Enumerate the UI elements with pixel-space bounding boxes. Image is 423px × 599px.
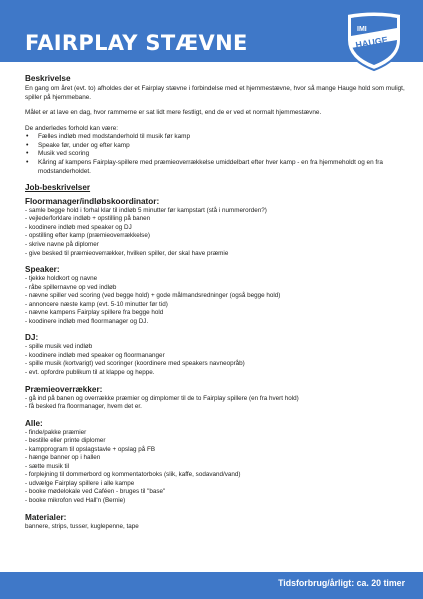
list-item: - booke mødelokale ved Caféen - bruges til "base" bbox=[25, 488, 166, 496]
list-item: • Kåring af kampens Fairplay-spillere med præmieoverrækkelse umiddelbart efter hver kamp - en fra hjemmeholdt og en fra modstanderholdet. bbox=[25, 159, 405, 177]
footer-bar bbox=[0, 572, 423, 599]
list-item: - finde/pakke præmier bbox=[25, 428, 87, 436]
description-heading: Beskrivelse bbox=[25, 74, 71, 83]
list-item: - vejlede/forklare indløb + opstilling på banen bbox=[25, 215, 151, 223]
page-title: FAIRPLAY STÆVNE bbox=[25, 31, 248, 55]
list-item: - annoncere næste kamp (evt. 5-10 minutter før tid) bbox=[25, 300, 168, 308]
list-item: - få besked fra floormanager, hvem det er. bbox=[25, 403, 142, 411]
list-item: - nævne spiller ved scoring (ved begge hold) + gode målmandsredninger (også begge hold) bbox=[25, 292, 281, 300]
shield-logo-icon bbox=[343, 10, 405, 72]
role-heading-prize-presenter: Præmieoverrækker: bbox=[25, 384, 103, 394]
description-paragraph-2: Målet er at lave en dag, hvor rammerne er sat lidt mere festligt, end de er ved et normalt hjemmestævne. bbox=[25, 109, 322, 117]
list-item: - koodinere indløb med speaker og floormananger bbox=[25, 351, 165, 359]
list-item: - samle begge hold i forhal klar til indløb 5 minutter før kampstart (stå i nummerorden?) bbox=[25, 206, 267, 214]
list-item: - gå ind på banen og overrække præmier og dimplomer til de to Fairplay spillere (en fra hvert hold) bbox=[25, 394, 299, 402]
job-descriptions-title: Job-beskrivelser bbox=[25, 182, 91, 192]
role-tasks-speaker bbox=[25, 275, 405, 326]
list-item: - spille musik ved indløb bbox=[25, 343, 93, 351]
list-item: - sætte musik til bbox=[25, 462, 70, 470]
list-item: • Fælles indløb med modstanderhold til musik før kamp bbox=[25, 133, 405, 142]
list-item: - skrive navne på diplomer bbox=[25, 240, 99, 248]
list-item: - udvælge Fairplay spillere i alle kampe bbox=[25, 479, 135, 487]
role-heading-materials: Materialer: bbox=[25, 512, 67, 522]
list-item: - tjekke holdkort og navne bbox=[25, 275, 98, 283]
role-tasks-floormanager bbox=[25, 207, 405, 258]
description-paragraph-1: En gang om året (evt. to) afholdes der et Fairplay stævne i forbindelse med et hjemmestævne, hvor så mange Hauge hold som muligt, spiller på hjemmebane. bbox=[25, 85, 405, 102]
role-tasks-materials bbox=[25, 523, 405, 532]
list-item: - hænge banner op i hallen bbox=[25, 454, 101, 462]
list-item: - koodinere indløb med speaker og DJ bbox=[25, 223, 132, 231]
logo-top-text: IMI bbox=[357, 26, 367, 33]
role-tasks-dj bbox=[25, 343, 405, 377]
list-item: - opstilling efter kamp (præmieoverrækkelse) bbox=[25, 232, 150, 240]
list-item: - koodinere indløb med floormanager og DJ. bbox=[25, 317, 149, 325]
list-item: - spille musik (kortvarigt) ved scoringer (koordinere med speakers navneopråb) bbox=[25, 360, 245, 368]
role-heading-dj: DJ: bbox=[25, 333, 39, 343]
list-item: • Musik ved scoring bbox=[25, 150, 405, 159]
list-item: - kampprogram til opslagstavle + opslag på FB bbox=[25, 445, 156, 453]
role-tasks-all bbox=[25, 429, 405, 506]
role-tasks-prize-presenter bbox=[25, 395, 405, 412]
list-item: - give besked til præmieoverrækker, hvilken spiller, der skal have præmie bbox=[25, 249, 229, 257]
list-item: • Speake før, under og efter kamp bbox=[25, 142, 405, 151]
logo-bottom-text: HAUGE bbox=[354, 34, 389, 51]
list-item: bannere, strips, tusser, kuglepenne, tape bbox=[25, 522, 139, 530]
list-item: - nævne kampens Fairplay spillere fra begge hold bbox=[25, 309, 164, 317]
document-body bbox=[25, 74, 405, 531]
list-item: - forplejning til dommerbord og kommentatorboks (slik, kaffe, sodavand/vand) bbox=[25, 471, 241, 479]
description-intro: De anderledes forhold kan være: bbox=[25, 124, 119, 132]
list-item: - bestille eller printe diplomer bbox=[25, 437, 106, 445]
description-bullet-list bbox=[25, 133, 405, 177]
role-heading-floormanager: Floormanager/indløbskoordinator: bbox=[25, 196, 160, 206]
list-item: - booke mikrofon ved Hall'n (Bernie) bbox=[25, 497, 126, 505]
role-heading-all: Alle: bbox=[25, 418, 43, 428]
time-estimate-text: Tidsforbrug/årligt: ca. 20 timer bbox=[278, 578, 405, 588]
list-item: - råbe spillernavne op ved indløb bbox=[25, 283, 117, 291]
role-heading-speaker: Speaker: bbox=[25, 265, 60, 275]
list-item: - evt. opfordre publikum til at klappe og heppe. bbox=[25, 369, 155, 376]
